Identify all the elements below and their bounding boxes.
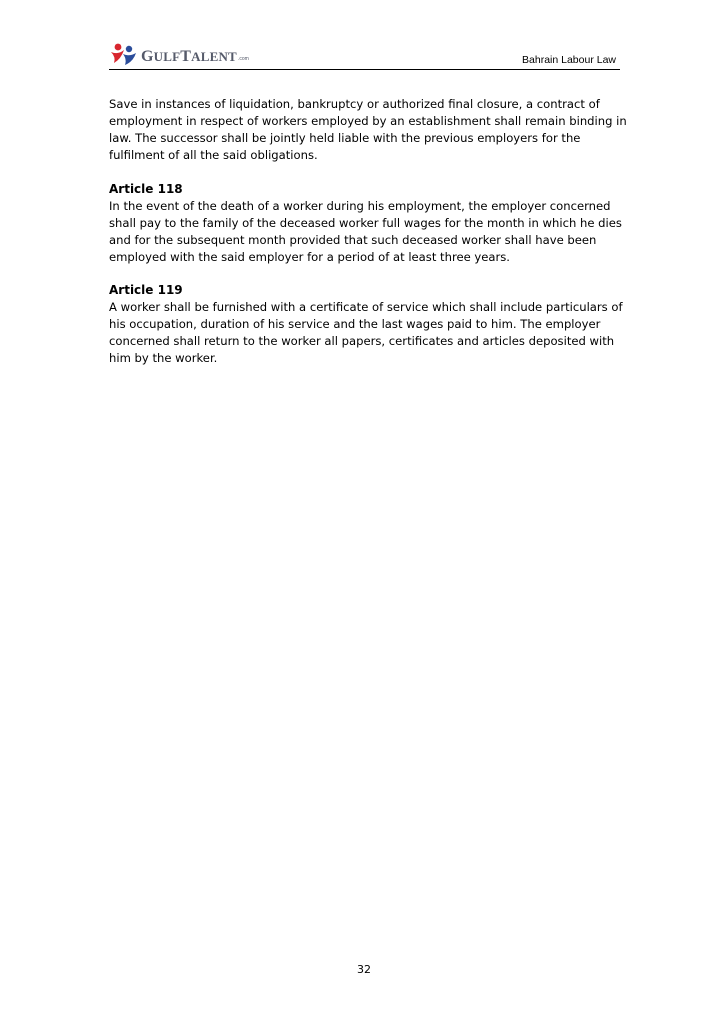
article-119 [109, 282, 629, 367]
page-content [109, 96, 629, 383]
article-heading: Article 118 [109, 182, 183, 196]
logo-wordmark: GULFTALENT [141, 48, 237, 65]
page-header [109, 38, 620, 70]
logo-suffix: .com [237, 56, 249, 62]
gulftalent-logo [109, 42, 249, 66]
article-body: In the event of the death of a worker during his employment, the employer concerned shall pay to the family of the deceased worker full wages for the month in which he dies and for the subsequent month provided that such deceased worker shall have been employed with the said employer for a period of at least three years. [109, 199, 622, 264]
article-body: A worker shall be furnished with a certificate of service which shall include particulars of his occupation, duration of his service and the last wages paid to him. The employer concerned shall return to the worker all papers, certificates and articles deposited with him by the worker. [109, 300, 623, 365]
intro-paragraph: Save in instances of liquidation, bankruptcy or authorized final closure, a contract of employment in respect of workers employed by an establishment shall remain binding in law. The successor shall be jointly held liable with the previous employers for the fulfilment of all the said obligations. [109, 97, 627, 162]
document-title: Bahrain Labour Law [522, 54, 616, 66]
article-118 [109, 181, 629, 266]
article-heading: Article 119 [109, 283, 183, 297]
page-number: 32 [357, 963, 371, 976]
people-logo-icon [109, 42, 139, 66]
header-divider [109, 69, 620, 70]
